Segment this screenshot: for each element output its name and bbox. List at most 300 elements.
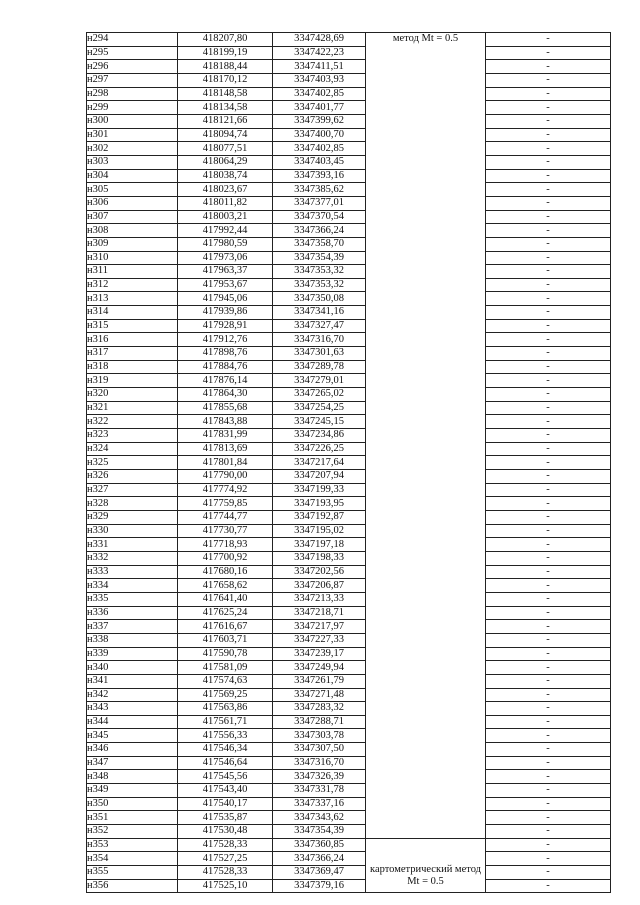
method-cell-top: метод Mt = 0.5 — [366, 33, 486, 839]
y-coordinate-cell: 3347261,79 — [273, 674, 366, 688]
y-coordinate-cell: 3347198,33 — [273, 551, 366, 565]
table-row — [87, 497, 611, 511]
dash-cell: - — [486, 743, 611, 757]
table-row — [87, 606, 611, 620]
x-coordinate-cell: 417590,78 — [178, 647, 273, 661]
table-row — [87, 456, 611, 470]
dash-cell: - — [486, 797, 611, 811]
table-row — [87, 196, 611, 210]
x-coordinate-cell: 417569,25 — [178, 688, 273, 702]
x-coordinate-cell: 417530,48 — [178, 825, 273, 839]
y-coordinate-cell: 3347195,02 — [273, 524, 366, 538]
point-name-cell: н331 — [87, 538, 178, 552]
y-coordinate-cell: 3347393,16 — [273, 169, 366, 183]
table-row — [87, 797, 611, 811]
y-coordinate-cell: 3347307,50 — [273, 743, 366, 757]
y-coordinate-cell: 3347401,77 — [273, 101, 366, 115]
table-row — [87, 866, 611, 880]
point-name-cell: н328 — [87, 497, 178, 511]
x-coordinate-cell: 417574,63 — [178, 674, 273, 688]
y-coordinate-cell: 3347326,39 — [273, 770, 366, 784]
x-coordinate-cell: 418094,74 — [178, 128, 273, 142]
table-row — [87, 169, 611, 183]
table-row — [87, 647, 611, 661]
y-coordinate-cell: 3347213,33 — [273, 592, 366, 606]
x-coordinate-cell: 418188,44 — [178, 60, 273, 74]
y-coordinate-cell: 3347353,32 — [273, 278, 366, 292]
point-name-cell: н299 — [87, 101, 178, 115]
point-name-cell: н305 — [87, 183, 178, 197]
y-coordinate-cell: 3347217,64 — [273, 456, 366, 470]
y-coordinate-cell: 3347254,25 — [273, 401, 366, 415]
table-row — [87, 756, 611, 770]
y-coordinate-cell: 3347400,70 — [273, 128, 366, 142]
y-coordinate-cell: 3347353,32 — [273, 265, 366, 279]
x-coordinate-cell: 417641,40 — [178, 592, 273, 606]
point-name-cell: н304 — [87, 169, 178, 183]
table-row — [87, 483, 611, 497]
y-coordinate-cell: 3347379,16 — [273, 879, 366, 893]
dash-cell: - — [486, 715, 611, 729]
x-coordinate-cell: 418011,82 — [178, 196, 273, 210]
x-coordinate-cell: 417945,06 — [178, 292, 273, 306]
point-name-cell: н330 — [87, 524, 178, 538]
dash-cell: - — [486, 784, 611, 798]
point-name-cell: н310 — [87, 251, 178, 265]
point-name-cell: н356 — [87, 879, 178, 893]
dash-cell: - — [486, 442, 611, 456]
y-coordinate-cell: 3347341,16 — [273, 306, 366, 320]
point-name-cell: н347 — [87, 756, 178, 770]
table-row — [87, 251, 611, 265]
y-coordinate-cell: 3347279,01 — [273, 374, 366, 388]
dash-cell: - — [486, 770, 611, 784]
dash-cell: - — [486, 825, 611, 839]
point-name-cell: н321 — [87, 401, 178, 415]
table-row — [87, 319, 611, 333]
coordinates-table-body — [87, 33, 611, 893]
x-coordinate-cell: 417980,59 — [178, 237, 273, 251]
point-name-cell: н325 — [87, 456, 178, 470]
x-coordinate-cell: 417528,33 — [178, 866, 273, 880]
point-name-cell: н332 — [87, 551, 178, 565]
x-coordinate-cell: 417801,84 — [178, 456, 273, 470]
x-coordinate-cell: 417700,92 — [178, 551, 273, 565]
table-row — [87, 429, 611, 443]
point-name-cell: н336 — [87, 606, 178, 620]
table-row — [87, 33, 611, 47]
table-row — [87, 278, 611, 292]
table-row — [87, 811, 611, 825]
y-coordinate-cell: 3347402,85 — [273, 87, 366, 101]
point-name-cell: н326 — [87, 470, 178, 484]
y-coordinate-cell: 3347411,51 — [273, 60, 366, 74]
y-coordinate-cell: 3347207,94 — [273, 470, 366, 484]
x-coordinate-cell: 418064,29 — [178, 155, 273, 169]
x-coordinate-cell: 417680,16 — [178, 565, 273, 579]
table-row — [87, 415, 611, 429]
table-row — [87, 87, 611, 101]
point-name-cell: н343 — [87, 702, 178, 716]
point-name-cell: н344 — [87, 715, 178, 729]
dash-cell: - — [486, 483, 611, 497]
table-row — [87, 237, 611, 251]
x-coordinate-cell: 417563,86 — [178, 702, 273, 716]
table-row — [87, 770, 611, 784]
x-coordinate-cell: 417581,09 — [178, 661, 273, 675]
point-name-cell: н346 — [87, 743, 178, 757]
dash-cell: - — [486, 756, 611, 770]
x-coordinate-cell: 417864,30 — [178, 388, 273, 402]
x-coordinate-cell: 417535,87 — [178, 811, 273, 825]
dash-cell: - — [486, 579, 611, 593]
y-coordinate-cell: 3347343,62 — [273, 811, 366, 825]
x-coordinate-cell: 417790,00 — [178, 470, 273, 484]
y-coordinate-cell: 3347199,33 — [273, 483, 366, 497]
x-coordinate-cell: 417625,24 — [178, 606, 273, 620]
point-name-cell: н319 — [87, 374, 178, 388]
y-coordinate-cell: 3347192,87 — [273, 510, 366, 524]
table-row — [87, 825, 611, 839]
point-name-cell: н349 — [87, 784, 178, 798]
y-coordinate-cell: 3347197,18 — [273, 538, 366, 552]
y-coordinate-cell: 3347303,78 — [273, 729, 366, 743]
table-row — [87, 879, 611, 893]
y-coordinate-cell: 3347301,63 — [273, 347, 366, 361]
x-coordinate-cell: 417546,34 — [178, 743, 273, 757]
y-coordinate-cell: 3347226,25 — [273, 442, 366, 456]
point-name-cell: н316 — [87, 333, 178, 347]
x-coordinate-cell: 417545,56 — [178, 770, 273, 784]
table-row — [87, 360, 611, 374]
table-row — [87, 620, 611, 634]
point-name-cell: н323 — [87, 429, 178, 443]
x-coordinate-cell: 417658,62 — [178, 579, 273, 593]
x-coordinate-cell: 418023,67 — [178, 183, 273, 197]
x-coordinate-cell: 417992,44 — [178, 224, 273, 238]
y-coordinate-cell: 3347402,85 — [273, 142, 366, 156]
point-name-cell: н317 — [87, 347, 178, 361]
y-coordinate-cell: 3347377,01 — [273, 196, 366, 210]
x-coordinate-cell: 417843,88 — [178, 415, 273, 429]
y-coordinate-cell: 3347422,23 — [273, 46, 366, 60]
table-row — [87, 852, 611, 866]
dash-cell: - — [486, 866, 611, 880]
y-coordinate-cell: 3347217,97 — [273, 620, 366, 634]
dash-cell: - — [486, 470, 611, 484]
dash-cell: - — [486, 633, 611, 647]
point-name-cell: н309 — [87, 237, 178, 251]
table-row — [87, 114, 611, 128]
point-name-cell: н300 — [87, 114, 178, 128]
point-name-cell: н297 — [87, 73, 178, 87]
dash-cell: - — [486, 333, 611, 347]
point-name-cell: н339 — [87, 647, 178, 661]
method-cell-bottom: картометрический метод Mt = 0.5 — [366, 838, 486, 893]
x-coordinate-cell: 417527,25 — [178, 852, 273, 866]
point-name-cell: н338 — [87, 633, 178, 647]
point-name-cell: н313 — [87, 292, 178, 306]
x-coordinate-cell: 417912,76 — [178, 333, 273, 347]
point-name-cell: н306 — [87, 196, 178, 210]
y-coordinate-cell: 3347249,94 — [273, 661, 366, 675]
dash-cell: - — [486, 196, 611, 210]
x-coordinate-cell: 417884,76 — [178, 360, 273, 374]
x-coordinate-cell: 417939,86 — [178, 306, 273, 320]
x-coordinate-cell: 417813,69 — [178, 442, 273, 456]
point-name-cell: н314 — [87, 306, 178, 320]
dash-cell: - — [486, 401, 611, 415]
table-row — [87, 442, 611, 456]
x-coordinate-cell: 417561,71 — [178, 715, 273, 729]
coordinates-table — [86, 32, 611, 893]
dash-cell: - — [486, 251, 611, 265]
point-name-cell: н298 — [87, 87, 178, 101]
point-name-cell: н324 — [87, 442, 178, 456]
table-row — [87, 838, 611, 852]
point-name-cell: н354 — [87, 852, 178, 866]
dash-cell: - — [486, 46, 611, 60]
dash-cell: - — [486, 319, 611, 333]
y-coordinate-cell: 3347370,54 — [273, 210, 366, 224]
y-coordinate-cell: 3347289,78 — [273, 360, 366, 374]
dash-cell: - — [486, 292, 611, 306]
x-coordinate-cell: 418199,19 — [178, 46, 273, 60]
y-coordinate-cell: 3347354,39 — [273, 251, 366, 265]
x-coordinate-cell: 417963,37 — [178, 265, 273, 279]
y-coordinate-cell: 3347385,62 — [273, 183, 366, 197]
table-row — [87, 674, 611, 688]
table-row — [87, 388, 611, 402]
x-coordinate-cell: 417730,77 — [178, 524, 273, 538]
dash-cell: - — [486, 278, 611, 292]
dash-cell: - — [486, 33, 611, 47]
x-coordinate-cell: 418170,12 — [178, 73, 273, 87]
y-coordinate-cell: 3347206,87 — [273, 579, 366, 593]
point-name-cell: н351 — [87, 811, 178, 825]
dash-cell: - — [486, 73, 611, 87]
table-row — [87, 784, 611, 798]
y-coordinate-cell: 3347316,70 — [273, 333, 366, 347]
dash-cell: - — [486, 497, 611, 511]
y-coordinate-cell: 3347202,56 — [273, 565, 366, 579]
x-coordinate-cell: 418148,58 — [178, 87, 273, 101]
point-name-cell: н348 — [87, 770, 178, 784]
dash-cell: - — [486, 538, 611, 552]
y-coordinate-cell: 3347337,16 — [273, 797, 366, 811]
dash-cell: - — [486, 661, 611, 675]
point-name-cell: н295 — [87, 46, 178, 60]
table-row — [87, 46, 611, 60]
table-row — [87, 347, 611, 361]
x-coordinate-cell: 418207,80 — [178, 33, 273, 47]
y-coordinate-cell: 3347360,85 — [273, 838, 366, 852]
dash-cell: - — [486, 565, 611, 579]
x-coordinate-cell: 417898,76 — [178, 347, 273, 361]
x-coordinate-cell: 417774,92 — [178, 483, 273, 497]
y-coordinate-cell: 3347227,33 — [273, 633, 366, 647]
point-name-cell: н337 — [87, 620, 178, 634]
dash-cell: - — [486, 114, 611, 128]
dash-cell: - — [486, 388, 611, 402]
y-coordinate-cell: 3347366,24 — [273, 852, 366, 866]
point-name-cell: н294 — [87, 33, 178, 47]
table-row — [87, 729, 611, 743]
y-coordinate-cell: 3347218,71 — [273, 606, 366, 620]
dash-cell: - — [486, 237, 611, 251]
table-row — [87, 101, 611, 115]
table-row — [87, 224, 611, 238]
dash-cell: - — [486, 838, 611, 852]
dash-cell: - — [486, 647, 611, 661]
table-row — [87, 579, 611, 593]
y-coordinate-cell: 3347403,45 — [273, 155, 366, 169]
dash-cell: - — [486, 879, 611, 893]
table-row — [87, 142, 611, 156]
x-coordinate-cell: 417718,93 — [178, 538, 273, 552]
dash-cell: - — [486, 674, 611, 688]
dash-cell: - — [486, 360, 611, 374]
point-name-cell: н350 — [87, 797, 178, 811]
point-name-cell: н327 — [87, 483, 178, 497]
table-row — [87, 661, 611, 675]
dash-cell: - — [486, 456, 611, 470]
y-coordinate-cell: 3347271,48 — [273, 688, 366, 702]
dash-cell: - — [486, 87, 611, 101]
dash-cell: - — [486, 183, 611, 197]
y-coordinate-cell: 3347283,32 — [273, 702, 366, 716]
x-coordinate-cell: 417525,10 — [178, 879, 273, 893]
point-name-cell: н335 — [87, 592, 178, 606]
point-name-cell: н318 — [87, 360, 178, 374]
y-coordinate-cell: 3347358,70 — [273, 237, 366, 251]
y-coordinate-cell: 3347234,86 — [273, 429, 366, 443]
y-coordinate-cell: 3347316,70 — [273, 756, 366, 770]
dash-cell: - — [486, 688, 611, 702]
point-name-cell: н308 — [87, 224, 178, 238]
x-coordinate-cell: 417953,67 — [178, 278, 273, 292]
point-name-cell: н315 — [87, 319, 178, 333]
dash-cell: - — [486, 374, 611, 388]
x-coordinate-cell: 417855,68 — [178, 401, 273, 415]
table-row — [87, 210, 611, 224]
y-coordinate-cell: 3347399,62 — [273, 114, 366, 128]
x-coordinate-cell: 417540,17 — [178, 797, 273, 811]
y-coordinate-cell: 3347239,17 — [273, 647, 366, 661]
point-name-cell: н301 — [87, 128, 178, 142]
table-row — [87, 60, 611, 74]
x-coordinate-cell: 417831,99 — [178, 429, 273, 443]
table-row — [87, 155, 611, 169]
dash-cell: - — [486, 210, 611, 224]
x-coordinate-cell: 417973,06 — [178, 251, 273, 265]
x-coordinate-cell: 417603,71 — [178, 633, 273, 647]
table-row — [87, 183, 611, 197]
table-row — [87, 592, 611, 606]
y-coordinate-cell: 3347428,69 — [273, 33, 366, 47]
x-coordinate-cell: 417876,14 — [178, 374, 273, 388]
x-coordinate-cell: 417543,40 — [178, 784, 273, 798]
table-row — [87, 510, 611, 524]
point-name-cell: н303 — [87, 155, 178, 169]
table-row — [87, 743, 611, 757]
table-row — [87, 333, 611, 347]
point-name-cell: н341 — [87, 674, 178, 688]
dash-cell: - — [486, 415, 611, 429]
table-row — [87, 688, 611, 702]
x-coordinate-cell: 418003,21 — [178, 210, 273, 224]
y-coordinate-cell: 3347193,95 — [273, 497, 366, 511]
x-coordinate-cell: 417616,67 — [178, 620, 273, 634]
table-row — [87, 306, 611, 320]
table-row — [87, 551, 611, 565]
dash-cell: - — [486, 510, 611, 524]
point-name-cell: н345 — [87, 729, 178, 743]
x-coordinate-cell: 417744,77 — [178, 510, 273, 524]
dash-cell: - — [486, 606, 611, 620]
y-coordinate-cell: 3347288,71 — [273, 715, 366, 729]
table-row — [87, 374, 611, 388]
table-row — [87, 292, 611, 306]
dash-cell: - — [486, 811, 611, 825]
dash-cell: - — [486, 592, 611, 606]
y-coordinate-cell: 3347350,08 — [273, 292, 366, 306]
y-coordinate-cell: 3347265,02 — [273, 388, 366, 402]
x-coordinate-cell: 418121,66 — [178, 114, 273, 128]
scan-artifact-line — [0, 8, 640, 10]
y-coordinate-cell: 3347369,47 — [273, 866, 366, 880]
x-coordinate-cell: 417528,33 — [178, 838, 273, 852]
dash-cell: - — [486, 620, 611, 634]
y-coordinate-cell: 3347245,15 — [273, 415, 366, 429]
dash-cell: - — [486, 128, 611, 142]
point-name-cell: н312 — [87, 278, 178, 292]
table-row — [87, 128, 611, 142]
y-coordinate-cell: 3347366,24 — [273, 224, 366, 238]
x-coordinate-cell: 418134,58 — [178, 101, 273, 115]
point-name-cell: н307 — [87, 210, 178, 224]
dash-cell: - — [486, 265, 611, 279]
dash-cell: - — [486, 155, 611, 169]
x-coordinate-cell: 417556,33 — [178, 729, 273, 743]
table-row — [87, 633, 611, 647]
table-row — [87, 538, 611, 552]
table-row — [87, 73, 611, 87]
table-row — [87, 470, 611, 484]
y-coordinate-cell: 3347331,78 — [273, 784, 366, 798]
dash-cell: - — [486, 169, 611, 183]
point-name-cell: н353 — [87, 838, 178, 852]
x-coordinate-cell: 417928,91 — [178, 319, 273, 333]
point-name-cell: н311 — [87, 265, 178, 279]
table-row — [87, 265, 611, 279]
table-row — [87, 524, 611, 538]
table-row — [87, 401, 611, 415]
table-row — [87, 565, 611, 579]
point-name-cell: н342 — [87, 688, 178, 702]
point-name-cell: н320 — [87, 388, 178, 402]
point-name-cell: н329 — [87, 510, 178, 524]
point-name-cell: н333 — [87, 565, 178, 579]
point-name-cell: н352 — [87, 825, 178, 839]
dash-cell: - — [486, 142, 611, 156]
point-name-cell: н302 — [87, 142, 178, 156]
point-name-cell: н355 — [87, 866, 178, 880]
dash-cell: - — [486, 429, 611, 443]
x-coordinate-cell: 417546,64 — [178, 756, 273, 770]
x-coordinate-cell: 418038,74 — [178, 169, 273, 183]
dash-cell: - — [486, 101, 611, 115]
